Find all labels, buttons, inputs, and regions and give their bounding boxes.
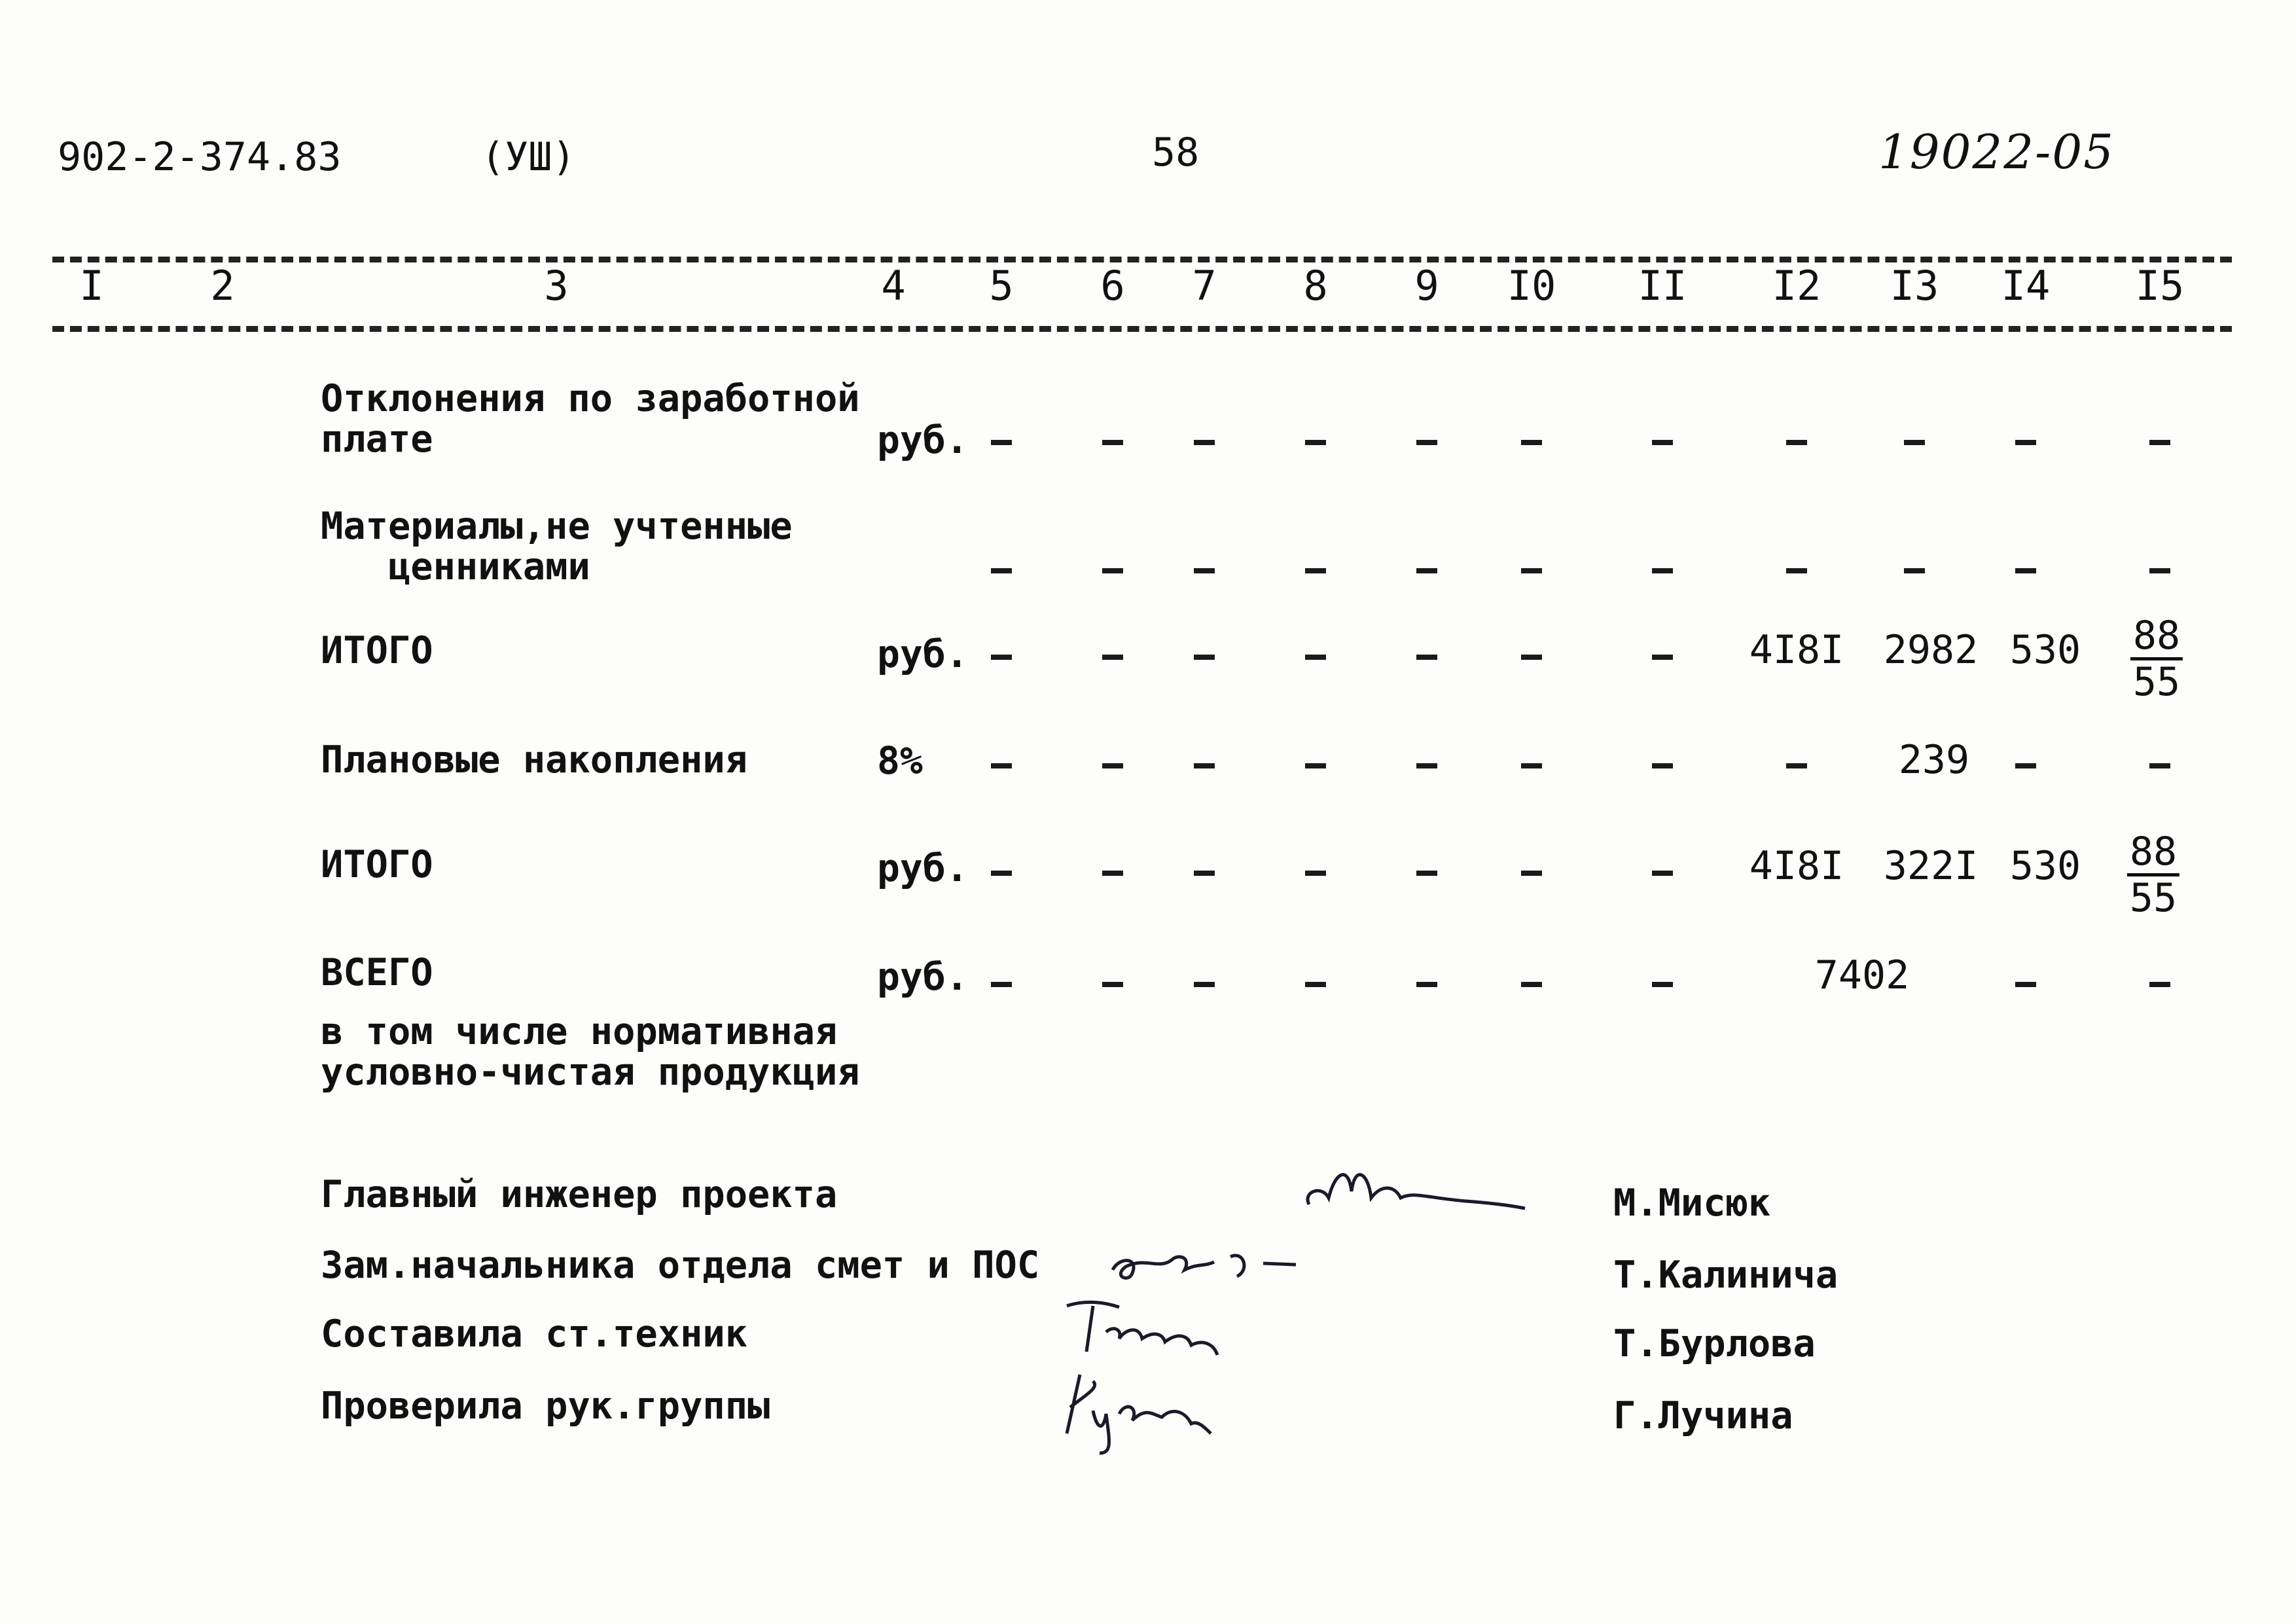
row-unit: руб.	[877, 632, 969, 676]
empty-cell-dash	[1652, 655, 1673, 660]
empty-cell-dash	[2149, 440, 2170, 445]
empty-cell-dash	[1521, 763, 1542, 768]
empty-cell-dash	[1194, 763, 1215, 768]
empty-cell-dash	[1416, 568, 1437, 573]
row-label: Материалы,не учтенные ценниками	[321, 505, 793, 588]
col-1: I	[79, 262, 104, 310]
empty-cell-dash	[1521, 568, 1542, 573]
empty-cell-dash	[1416, 655, 1437, 660]
empty-cell-dash	[1786, 568, 1807, 573]
empty-cell-dash	[1102, 655, 1123, 660]
col-6: 6	[1100, 262, 1125, 310]
fraction-numerator: 88	[2127, 830, 2179, 876]
empty-cell-dash	[2015, 568, 2036, 573]
header-bottom-rule	[52, 326, 2232, 332]
signer-role: Проверила рук.группы	[321, 1384, 770, 1428]
empty-cell-dash	[1652, 763, 1673, 768]
row-label: Плановые накопления	[321, 738, 748, 782]
signer-name: Г.Лучина	[1613, 1394, 1793, 1437]
empty-cell-dash	[991, 440, 1012, 445]
row-label: в том числе нормативная условно-чистая продукция	[321, 1010, 860, 1094]
row-unit: 8%	[877, 738, 923, 783]
empty-cell-dash	[1102, 568, 1123, 573]
cell-col13: 322I	[1883, 843, 1979, 889]
cell-col14: 530	[2009, 843, 2081, 889]
empty-cell-dash	[991, 982, 1012, 987]
empty-cell-dash	[1194, 871, 1215, 876]
cell-col13: 239	[1898, 737, 1970, 783]
col-14: I4	[2001, 262, 2051, 310]
empty-cell-dash	[1904, 568, 1925, 573]
signer-role: Зам.начальника отдела смет и ПОС	[321, 1244, 1040, 1287]
empty-cell-dash	[2149, 982, 2170, 987]
signature-4	[1041, 1362, 1237, 1460]
empty-cell-dash	[1652, 440, 1673, 445]
signer-role: Главный инженер проекта	[321, 1173, 838, 1216]
inventory-number: 19022-05	[1878, 124, 2115, 179]
empty-cell-dash	[1652, 871, 1673, 876]
empty-cell-dash	[1102, 440, 1123, 445]
empty-cell-dash	[1521, 982, 1542, 987]
col-7: 7	[1192, 262, 1217, 310]
empty-cell-dash	[1786, 763, 1807, 768]
empty-cell-dash	[1416, 982, 1437, 987]
empty-cell-dash	[1521, 871, 1542, 876]
col-2: 2	[210, 262, 235, 310]
empty-cell-dash	[1305, 440, 1326, 445]
empty-cell-dash	[1194, 440, 1215, 445]
empty-cell-dash	[1786, 440, 1807, 445]
empty-cell-dash	[1102, 763, 1123, 768]
cell-col13: 2982	[1883, 627, 1979, 673]
empty-cell-dash	[1305, 655, 1326, 660]
col-4: 4	[881, 262, 906, 310]
cell-col15-fraction	[2127, 830, 2179, 920]
row-label: ИТОГО	[321, 629, 433, 672]
fraction-denominator: 55	[2132, 659, 2181, 705]
empty-cell-dash	[2149, 568, 2170, 573]
signature-3	[1047, 1293, 1244, 1365]
fraction-numerator: 88	[2130, 614, 2183, 660]
empty-cell-dash	[2015, 982, 2036, 987]
col-10: I0	[1507, 262, 1556, 310]
empty-cell-dash	[2015, 440, 2036, 445]
signer-name: Т.Бурлова	[1613, 1322, 1816, 1365]
empty-cell-dash	[1194, 982, 1215, 987]
empty-cell-dash	[1416, 871, 1437, 876]
page-number: 58	[1152, 130, 1200, 175]
empty-cell-dash	[991, 871, 1012, 876]
empty-cell-dash	[2015, 763, 2036, 768]
empty-cell-dash	[1102, 871, 1123, 876]
empty-cell-dash	[991, 655, 1012, 660]
col-9: 9	[1414, 262, 1439, 310]
album-code: (УШ)	[481, 134, 576, 180]
col-5: 5	[989, 262, 1014, 310]
empty-cell-dash	[1305, 763, 1326, 768]
cell-col15-fraction	[2130, 614, 2183, 704]
empty-cell-dash	[1521, 655, 1542, 660]
row-label: ВСЕГО	[321, 951, 433, 994]
empty-cell-dash	[991, 763, 1012, 768]
empty-cell-dash	[1416, 440, 1437, 445]
signer-role: Составила ст.техник	[321, 1312, 748, 1356]
cell-col12-13-merged: 7402	[1814, 952, 1910, 998]
signer-name: М.Мисюк	[1613, 1182, 1771, 1225]
doc-code: 902-2-374.83	[58, 134, 342, 180]
empty-cell-dash	[1652, 568, 1673, 573]
empty-cell-dash	[1521, 440, 1542, 445]
col-8: 8	[1303, 262, 1328, 310]
signer-name: Т.Калинича	[1613, 1254, 1839, 1297]
col-13: I3	[1890, 262, 1939, 310]
row-unit: руб.	[877, 846, 969, 890]
col-3: 3	[544, 262, 569, 310]
col-11: II	[1638, 262, 1687, 310]
cell-col14: 530	[2009, 627, 2081, 673]
col-12: I2	[1772, 262, 1821, 310]
row-unit: руб.	[877, 418, 969, 462]
empty-cell-dash	[1194, 568, 1215, 573]
empty-cell-dash	[1102, 982, 1123, 987]
row-label: Отклонения по заработной плате	[321, 377, 860, 461]
empty-cell-dash	[1305, 871, 1326, 876]
row-label: ИТОГО	[321, 843, 433, 886]
signature-2	[1100, 1231, 1322, 1296]
cell-col12: 4I8I	[1749, 843, 1844, 889]
empty-cell-dash	[2149, 763, 2170, 768]
empty-cell-dash	[991, 568, 1012, 573]
empty-cell-dash	[1305, 982, 1326, 987]
fraction-denominator: 55	[2129, 875, 2178, 921]
col-15: I5	[2135, 262, 2185, 310]
empty-cell-dash	[1652, 982, 1673, 987]
cell-col12: 4I8I	[1749, 627, 1844, 673]
empty-cell-dash	[1305, 568, 1326, 573]
signature-1	[1296, 1152, 1532, 1231]
empty-cell-dash	[1416, 763, 1437, 768]
empty-cell-dash	[1194, 655, 1215, 660]
empty-cell-dash	[1904, 440, 1925, 445]
row-unit: руб.	[877, 954, 969, 999]
